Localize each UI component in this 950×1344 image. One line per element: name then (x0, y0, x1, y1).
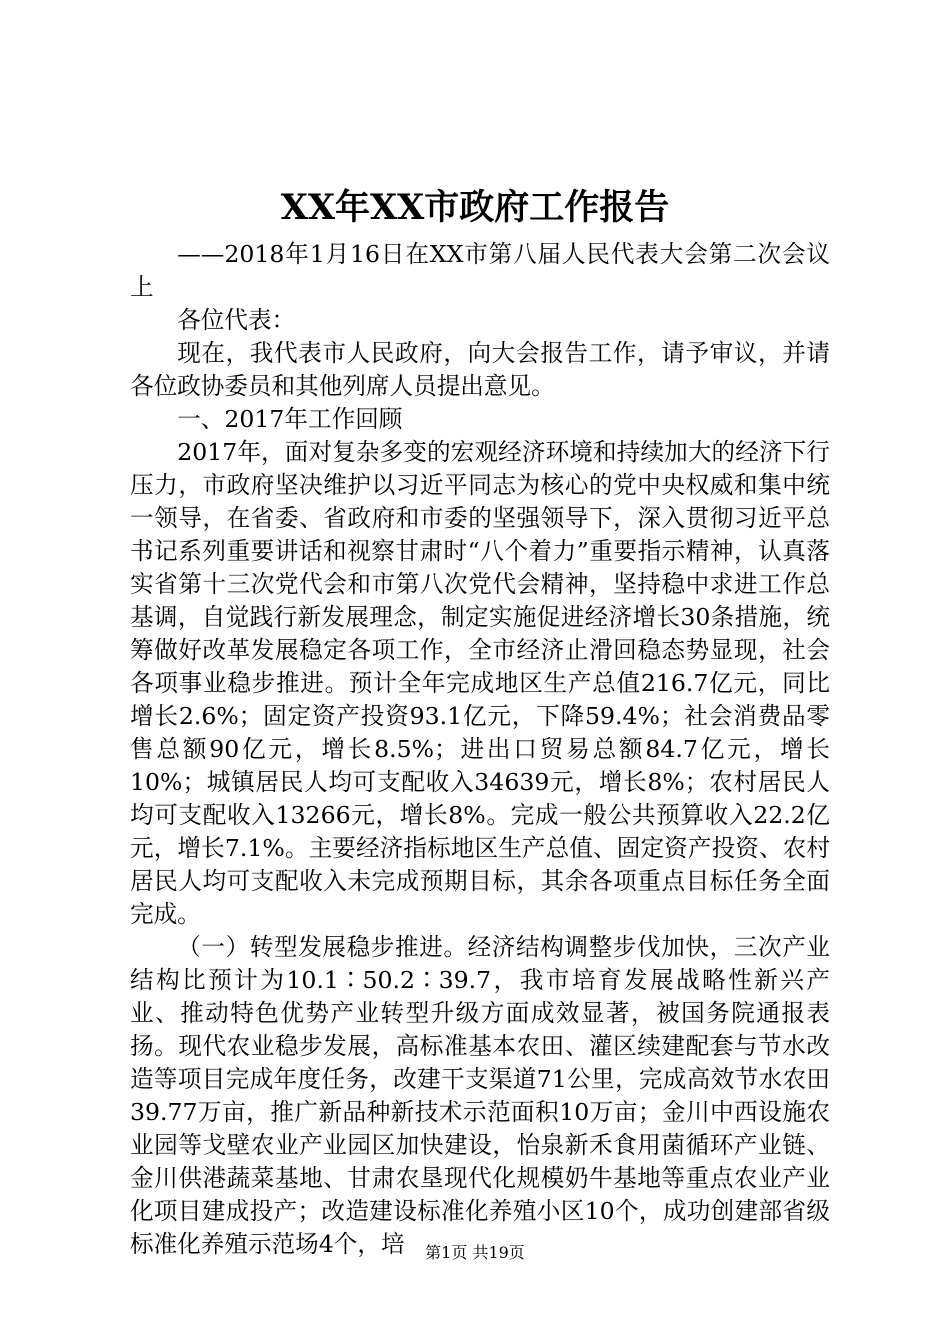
document-body (130, 238, 830, 1261)
document-title: XX年XX市政府工作报告 (280, 187, 670, 228)
body-paragraph: 现在，我代表市人民政府，向大会报告工作，请予审议，并请各位政协委员和其他列席人员提出意见。 (130, 339, 830, 400)
salutation-paragraph: 各位代表： (177, 306, 296, 334)
subtitle-paragraph: ——2018年1月16日在XX市第八届人民代表大会第二次会议上 (130, 240, 830, 301)
body-paragraph: 2017年，面对复杂多变的宏观经济环境和持续加大的经济下行压力，市政府坚决维护以习近平同志为核心的党中央权威和集中统一领导，在省委、省政府和市委的坚强领导下，深入贯彻习近平总书记系列重要讲话和视察甘肃时“八个着力”重要指示精神，认真落实省第十三次党代会和市第八次党代会精神，坚持稳中求进工作总基调，自觉践行新发展理念，制定实施促进经济增长30条措施，统筹做好改革发展稳定各项工作，全市经济止滑回稳态势显现，社会各项事业稳步推进。预计全年完成地区生产总值216.7亿元，同比增长2.6%；固定资产投资93.1亿元，下降59.4%；社会消费品零售总额90亿元，增长8.5%；进出口贸易总额84.7亿元，增长10%；城镇居民人均可支配收入34639元，增长8%；农村居民人均可支配收入13266元，增长8%。完成一般公共预算收入22.2亿元，增长7.1%。主要经济指标地区生产总值、固定资产投资、农村居民人均可支配收入未完成预期目标，其余各项重点目标任务全面完成。 (130, 438, 830, 928)
page-footer: 第1页 共19页 (425, 1243, 525, 1262)
section-heading: 一、2017年工作回顾 (177, 405, 403, 433)
body-paragraph: （一）转型发展稳步推进。经济结构调整步伐加快，三次产业结构比预计为10.1∶50.2∶39.7，我市培育发展战略性新兴产业、推动特色优势产业转型升级方面成效显著，被国务院通报表扬。现代农业稳步发展，高标准基本农田、灌区续建配套与节水改造等项目完成年度任务，改建干支渠道71公里，完成高效节水农田39.77万亩，推广新品种新技术示范面积10万亩；金川中西设施农业园等戈壁农业产业园区加快建设，怡泉新禾食用菌循环产业链、金川供港蔬菜基地、甘肃农垦现代化规模奶牛基地等重点农业产业化项目建成投产；改造建设标准化养殖小区10个，成功创建部省级标准化养殖示范场4个，培 (130, 933, 830, 1258)
